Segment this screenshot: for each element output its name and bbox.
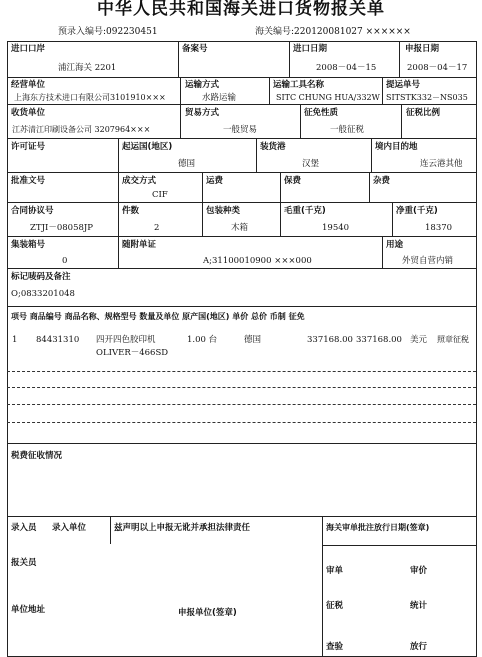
- package-value: 木箱: [231, 223, 249, 233]
- consignee-value: 江苏清江印刷设备公司 3207964×××: [12, 125, 151, 134]
- goods-currency: 美元: [410, 335, 428, 345]
- misc-label: 杂费: [373, 176, 391, 186]
- deal-mode-value: CIF: [152, 190, 168, 200]
- marks-value: O;0833201048: [11, 289, 75, 299]
- vessel-label: 运输工具名称: [273, 80, 325, 90]
- goods-column-header: 项号 商品编号 商品名称、规格型号 数量及单位 原产国(地区) 单价 总价 币制 征免: [11, 312, 305, 321]
- license-label: 许可证号: [11, 142, 46, 152]
- review-label: 审单: [326, 566, 344, 576]
- bl-no-value: SITSTK332－NS035: [386, 93, 468, 102]
- trade-mode-value: 一般贸易: [223, 125, 258, 135]
- freight-label: 运费: [206, 176, 224, 186]
- levy-ratio-label: 征税比例: [406, 108, 441, 118]
- contract-value: ZTJI－08058JP: [30, 223, 94, 233]
- gross-weight-value: 19540: [322, 223, 350, 233]
- destination-label: 境内目的地: [375, 142, 418, 152]
- purpose-label: 用途: [386, 240, 404, 250]
- insurance-label: 保费: [284, 176, 302, 186]
- tax-levy-label: 征税: [326, 601, 344, 611]
- gross-weight-label: 毛重(千克): [284, 206, 326, 216]
- pieces-label: 件数: [122, 206, 140, 216]
- purpose-value: 外贸自营内销: [402, 256, 454, 266]
- docs-value: A;31100010900 ×××000: [203, 256, 312, 266]
- trade-mode-label: 贸易方式: [185, 108, 220, 118]
- vessel-value: SITC CHUNG HUA/332W: [276, 93, 380, 102]
- form-title: 中华人民共和国海关进口货物报关单: [97, 0, 385, 19]
- import-port-label: 进口口岸: [11, 44, 46, 54]
- release-label: 放行: [410, 642, 428, 652]
- deal-mode-label: 成交方式: [122, 176, 157, 186]
- goods-total-price: 337168.00: [356, 335, 402, 345]
- goods-name-line2: OLIVER－466SD: [96, 348, 169, 358]
- bl-no-label: 提运单号: [386, 80, 421, 90]
- net-weight-label: 净重(千克): [396, 206, 438, 216]
- container-value: 0: [62, 256, 68, 266]
- goods-origin: 德国: [244, 335, 262, 345]
- customs-number: 海关编号:220120081027 ××××××: [255, 27, 411, 37]
- statistics-label: 统计: [410, 601, 428, 611]
- contract-label: 合同协议号: [11, 206, 54, 216]
- entry-clerk-label: 录入员: [11, 523, 37, 533]
- consignee-label: 收货单位: [11, 108, 46, 118]
- import-port-value: 浦江海关 2201: [58, 63, 117, 73]
- inspection-label: 查验: [326, 642, 344, 652]
- goods-qty: 1.00 台: [187, 335, 218, 345]
- pricing-label: 审价: [410, 566, 428, 576]
- record-no-label: 备案号: [182, 44, 208, 54]
- levy-nature-label: 征免性质: [304, 108, 339, 118]
- pieces-value: 2: [154, 223, 160, 233]
- declaring-unit-label: 申报单位(签章): [178, 608, 237, 618]
- legal-statement: 兹声明以上申报无讹并承担法律责任: [114, 523, 251, 533]
- origin-country-value: 德国: [178, 159, 196, 169]
- import-date-value: 2008－04－15: [316, 63, 377, 73]
- origin-country-label: 起运国(地区): [122, 142, 173, 152]
- loading-port-label: 装货港: [260, 142, 286, 152]
- container-label: 集装箱号: [11, 240, 46, 250]
- declare-date-label: 申报日期: [405, 44, 440, 54]
- operator-label: 经营单位: [11, 80, 46, 90]
- docs-label: 随附单证: [122, 240, 157, 250]
- tax-levy-status-label: 税费征收情况: [11, 451, 63, 461]
- unit-address-label: 单位地址: [11, 605, 46, 615]
- import-date-label: 进口日期: [293, 44, 328, 54]
- goods-levy: 照章征税: [437, 335, 469, 344]
- transport-mode-value: 水路运输: [202, 93, 237, 103]
- loading-port-value: 汉堡: [302, 159, 320, 169]
- goods-code: 84431310: [36, 335, 80, 345]
- goods-name-line1: 四开四色胶印机: [96, 335, 156, 345]
- declarant-label: 报关员: [11, 558, 37, 568]
- goods-unit-price: 337168.00: [307, 335, 353, 345]
- approval-label: 批准文号: [11, 176, 46, 186]
- goods-item-no: 1: [12, 335, 18, 345]
- package-label: 包装种类: [206, 206, 241, 216]
- levy-nature-value: 一般征税: [330, 125, 365, 135]
- pre-entry-number: 预录入编号:092230451: [58, 27, 158, 37]
- declare-date-value: 2008－04－17: [407, 63, 468, 73]
- net-weight-value: 18370: [425, 223, 453, 233]
- operator-value: 上海东方技术进口有限公司3101910×××: [14, 93, 166, 102]
- customs-approval-label: 海关审单批注放行日期(签章): [326, 523, 430, 532]
- entry-unit-label: 录入单位: [52, 523, 87, 533]
- destination-value: 连云港其他: [420, 159, 463, 169]
- transport-mode-label: 运输方式: [185, 80, 220, 90]
- marks-label: 标记唛码及备注: [11, 272, 71, 282]
